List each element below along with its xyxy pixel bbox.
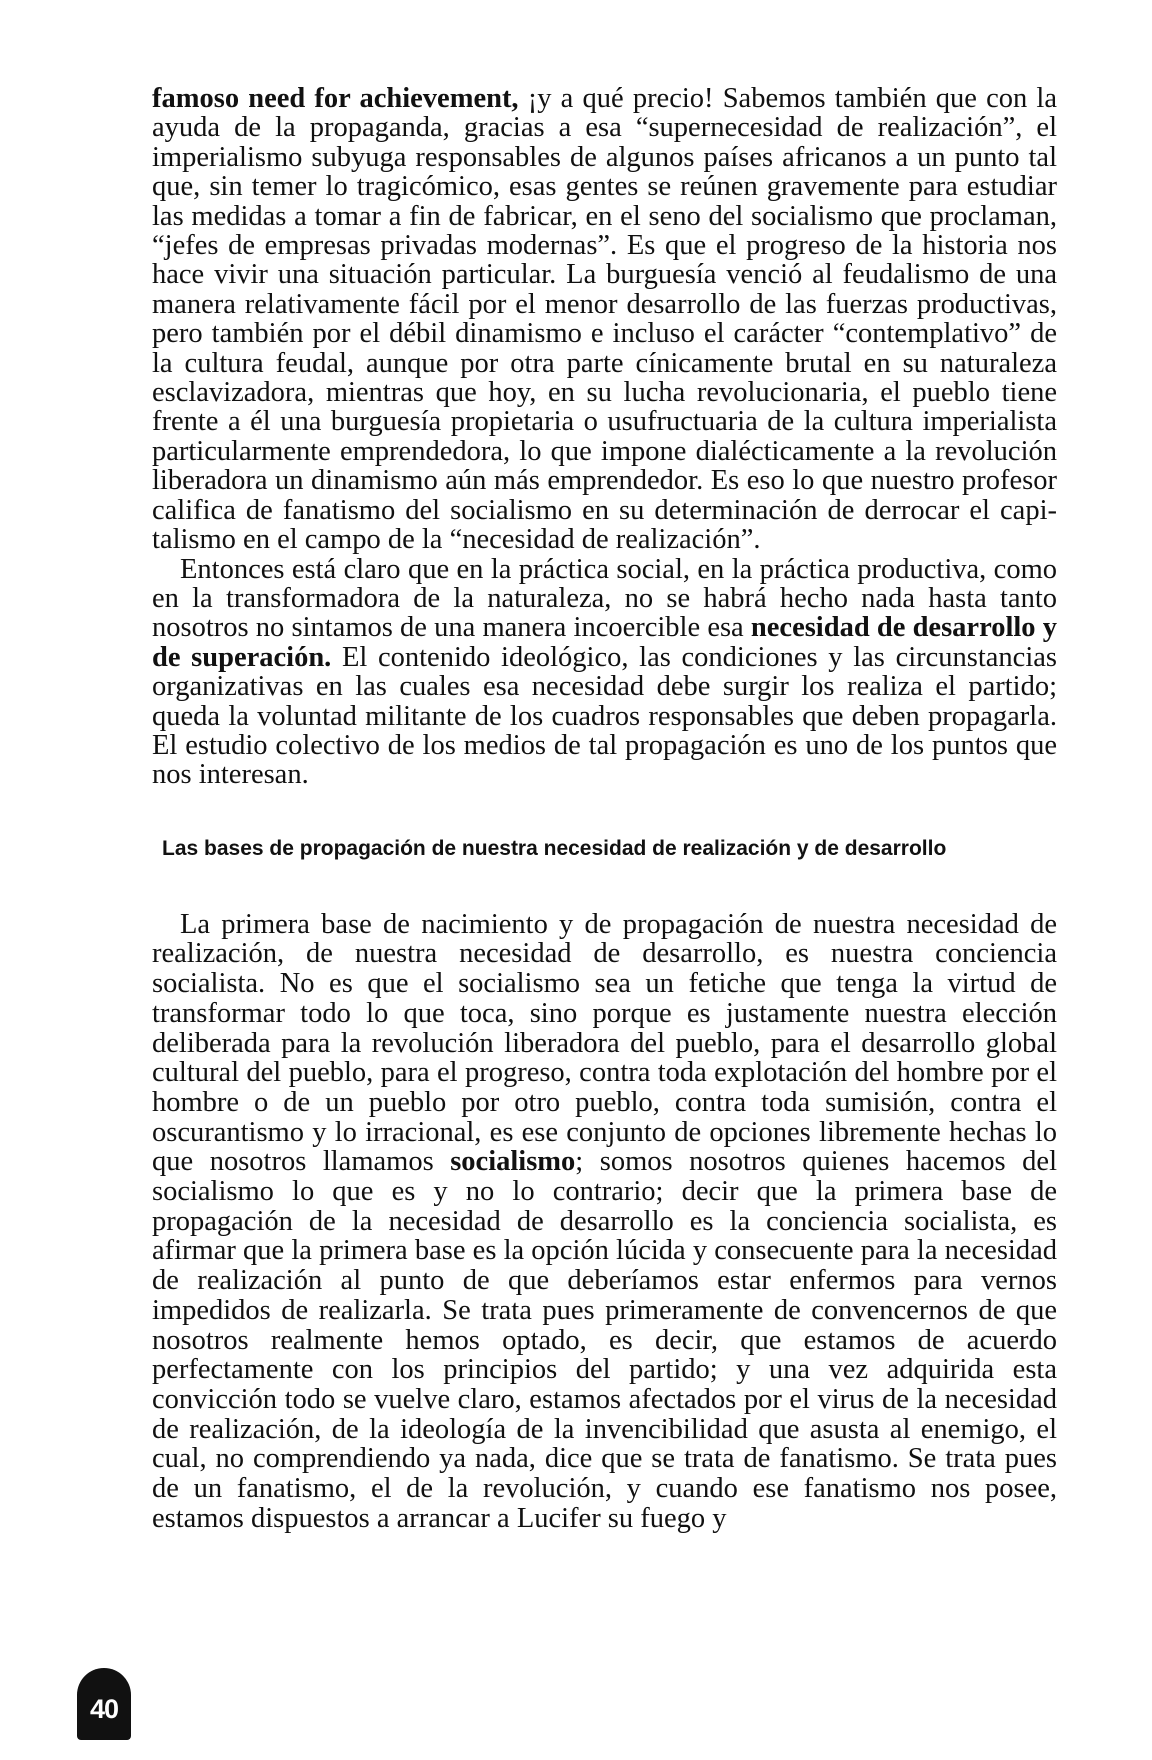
paragraph-3-bold: socialismo [450, 1146, 576, 1178]
page-number-badge: 40 [77, 1668, 131, 1740]
paragraph-1-text: ¡y a qué precio! Sabemos también que con la ayuda de la propaganda, gracias a esa “supernecesidad de realización”, el imperialismo subyuga responsables de algunos países africanos a un punto tal que, sin temer lo tragicómico, esas gentes se reúnen gravemente para estudiar las medidas a tomar a fin de fabricar, en el seno del socialismo que proclaman, “jefes de empresas privadas modernas”. Es que el progreso de la historia nos hace vivir una situación particular. La burguesía venció al feudalismo de una manera relativamente fácil por el menor desarrollo de las fuerzas productivas, pero también por el débil dinamismo e incluso el carácter “contemplativo” de la cultura feudal, aunque por otra parte cínicamente brutal en su naturaleza esclavizadora, mientras que hoy, en su lucha revolucionaria, el pueblo tiene frente a él una burguesía propietaria o usufructuaria de la cultura imperialista particularmente emprendedora, lo que impone dialécticamente a la revolución liberadora un dinamismo aún más emprendedor. Es eso lo que nuestro profesor califica de fanatismo del socialismo en su determinación de derrocar el capitalismo en el campo de la “necesidad de realización”. [152, 83, 1057, 556]
paragraph-3-text-before: La primera base de nacimiento y de propagación de nuestra necesidad de realización, de nuestra necesidad de desarrollo, es nuestra conciencia socialista. No es que el socialismo sea un fetiche que tenga la virtud de transformar todo lo que toca, sino porque es justamente nuestra elección deliberada para la revolución liberadora del pueblo, para el desarrollo global cultural del pueblo, para el progreso, contra toda explotación del hombre por el hombre o de un pueblo por otro pueblo, contra toda sumisión, contra el oscurantismo y lo irracional, es ese conjunto de opciones libremente hechas lo que nosotros llamamos [152, 908, 1057, 1178]
paragraph-3 [152, 910, 1057, 1534]
paragraph-2-text-before: Entonces está claro que en la práctica social, en la práctica productiva, como en la transformadora de la naturaleza, no se habrá hecho nada hasta tanto nosotros no sintamos de una manera incoercible esa [152, 553, 1057, 644]
paragraph-3-text-after: ; somos nosotros quienes hacemos del socialismo lo que es y no lo contrario; decir que la primera base de propagación de la necesidad de desarrollo es la conciencia socialista, es afirmar que la primera base es la opción lúcida y consecuente para la necesidad de realización al punto de que deberíamos estar enfermos para vernos impedidos de realizarla. Se trata pues primeramente de convencernos de que nosotros realmente hemos optado, es decir, que estamos de acuerdo perfectamente con los principios del partido; y una vez adquirida esta convicción todo se vuelve claro, estamos afectados por el virus de la necesidad de realización, de la ideología de la invencibilidad que asusta al enemigo, el cual, no comprendiendo ya nada, dice que se trata de fanatismo. Se trata pues de un fanatismo, el de la revolución, y cuando ese fanatismo nos posee, estamos dispuestos a arrancar a Lucifer su fuego y [152, 1146, 1057, 1534]
section-heading: Las bases de propagación de nuestra necesidad de realización y de desarrollo [162, 836, 947, 860]
paragraph-1 [152, 84, 1057, 555]
paragraph-2-text-after: El contenido ideológico, las condiciones y las circunstancias organizativas en las cuales esa necesidad debe surgir los realiza el partido; queda la voluntad militante de los cuadros responsables que deben propagarla. El estudio colectivo de los medios de tal propagación es uno de los puntos que nos interesan. [152, 641, 1057, 791]
page-body [152, 84, 1057, 1534]
paragraph-2-bold: necesidad de desarrollo y de superación. [152, 612, 1057, 673]
paragraph-2 [152, 555, 1057, 790]
paragraph-1-lead-bold: famoso need for achievement, [152, 83, 519, 114]
